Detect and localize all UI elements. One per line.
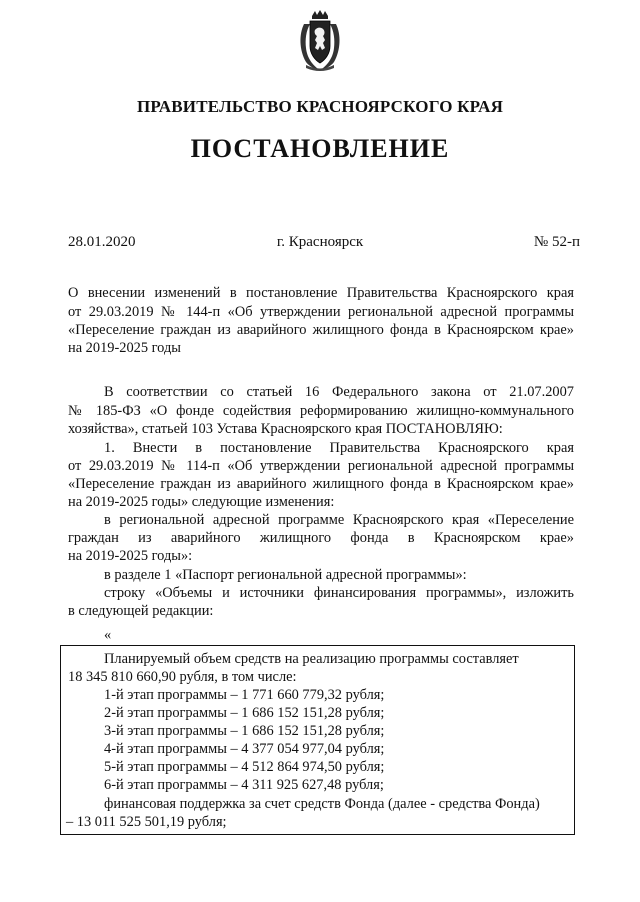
document-city: г. Красноярск bbox=[276, 234, 364, 250]
government-title: ПРАВИТЕЛЬСТВО КРАСНОЯРСКОГО КРАЯ bbox=[136, 97, 504, 116]
subject-line: О внесении изменений в постановление Правительства Красноярского края bbox=[68, 285, 574, 301]
table-line: 4-й этап программы – 4 377 054 977,04 рубля; bbox=[104, 741, 385, 757]
opening-quote: « bbox=[104, 627, 112, 643]
document-type: ПОСТАНОВЛЕНИЕ bbox=[190, 134, 450, 163]
table-line: 5-й этап программы – 4 512 864 974,50 рубля; bbox=[104, 759, 385, 775]
table-line: 1-й этап программы – 1 771 660 779,32 рубля; bbox=[104, 687, 385, 703]
body-line: в региональной адресной программе Красноярского края «Переселение bbox=[104, 512, 574, 528]
table-line: 18 345 810 660,90 рубля, в том числе: bbox=[68, 669, 297, 685]
document-number: № 52-п bbox=[533, 234, 580, 250]
table-line: 2-й этап программы – 1 686 152 151,28 рубля; bbox=[104, 705, 385, 721]
body-line: В соответствии со статьей 16 Федерального закона от 21.07.2007 bbox=[104, 384, 574, 400]
coat-of-arms-icon bbox=[298, 10, 342, 72]
document-date: 28.01.2020 bbox=[68, 234, 136, 250]
body-line: в следующей редакции: bbox=[68, 603, 214, 619]
body-line: на 2019-2025 годы»: bbox=[68, 548, 193, 564]
body-line: хозяйства», статьей 103 Устава Красноярского края ПОСТАНОВЛЯЮ: bbox=[68, 421, 503, 437]
table-line: финансовая поддержка за счет средств Фонда (далее - средства Фонда) bbox=[104, 796, 540, 812]
table-line: 6-й этап программы – 4 311 925 627,48 рубля; bbox=[104, 777, 384, 793]
table-line: Планируемый объем средств на реализацию программы составляет bbox=[104, 651, 519, 667]
body-line: на 2019-2025 годы» следующие изменения: bbox=[68, 494, 335, 510]
table-line: 3-й этап программы – 1 686 152 151,28 рубля; bbox=[104, 723, 385, 739]
body-line: от 29.03.2019 № 114-п «Об утверждении региональной адресной программы bbox=[68, 458, 574, 474]
subject-line: от 29.03.2019 № 144-п «Об утверждении региональной адресной программы bbox=[68, 304, 574, 320]
subject-line: «Переселение граждан из аварийного жилищного фонда в Красноярском крае» bbox=[68, 322, 574, 338]
body-line: 1. Внести в постановление Правительства Красноярского края bbox=[104, 440, 574, 456]
body-line: «Переселение граждан из аварийного жилищного фонда в Красноярском крае» bbox=[68, 476, 574, 492]
body-line: строку «Объемы и источники финансирования программы», изложить bbox=[104, 585, 574, 601]
body-line: № 185-ФЗ «О фонде содействия реформированию жилищно-коммунального bbox=[68, 403, 574, 419]
body-line: граждан из аварийного жилищного фонда в Красноярском крае» bbox=[68, 530, 574, 546]
subject-line: на 2019-2025 годы bbox=[68, 340, 181, 356]
table-line: – 13 011 525 501,19 рубля; bbox=[66, 814, 227, 830]
body-line: в разделе 1 «Паспорт региональной адресной программы»: bbox=[104, 567, 467, 583]
